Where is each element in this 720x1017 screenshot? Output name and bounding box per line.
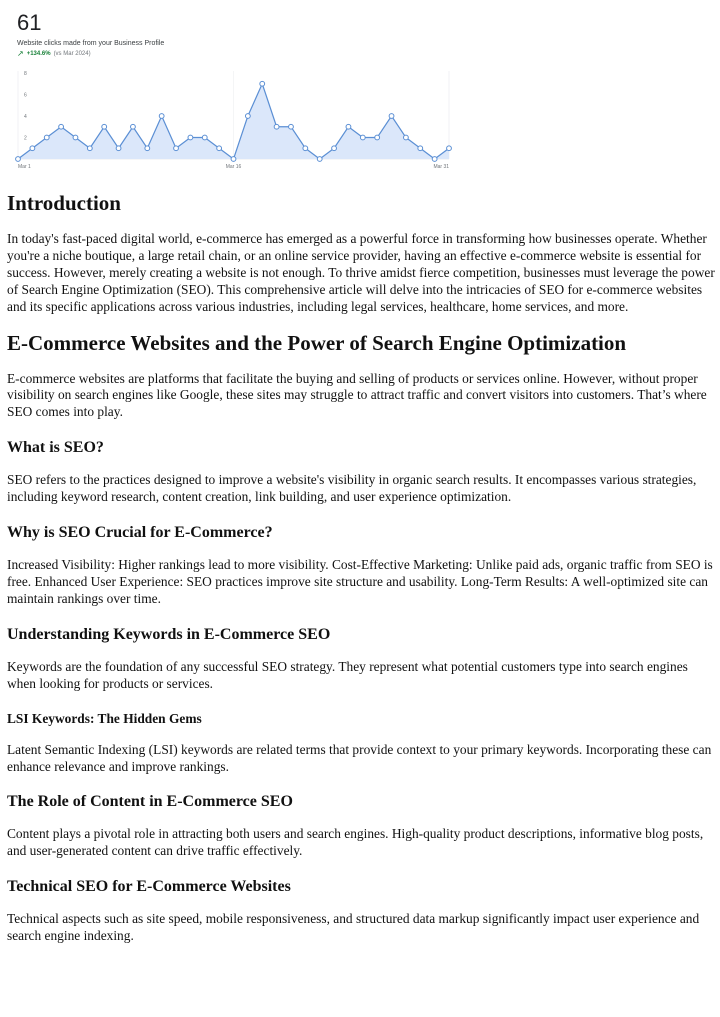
data-point	[332, 146, 337, 151]
data-point	[102, 124, 107, 129]
x-tick-label: Mar 31	[433, 164, 449, 170]
main-heading: E-Commerce Websites and the Power of Search Engine Optimization	[7, 330, 627, 355]
data-point	[231, 157, 236, 162]
content-role-heading: The Role of Content in E-Commerce SEO	[7, 793, 293, 811]
data-point	[30, 146, 35, 151]
data-point	[274, 124, 279, 129]
website-clicks-card	[0, 0, 460, 180]
data-point	[16, 157, 21, 162]
y-tick-label: 6	[24, 92, 27, 99]
y-tick-label: 2	[24, 135, 27, 142]
x-tick-label: Mar 1	[18, 164, 31, 170]
data-point	[418, 146, 423, 151]
y-tick-label: 4	[24, 114, 27, 120]
data-point	[87, 146, 92, 151]
content-role-paragraph: Content plays a pivotal role in attracting both users and search engines. High-quality product descriptions, informative blog posts, and user-generated content can drive traffic effectively.	[7, 826, 704, 859]
clicks-comparison-period: (vs Mar 2024)	[53, 51, 91, 57]
data-point	[317, 157, 322, 162]
data-point	[202, 135, 207, 140]
x-tick-label: Mar 16	[225, 164, 242, 170]
data-point	[346, 124, 351, 129]
data-point	[404, 135, 409, 140]
data-point	[145, 146, 150, 151]
clicks-change-percent: +134.6%	[26, 51, 51, 57]
what-is-seo-heading: What is SEO?	[7, 439, 104, 457]
technical-seo-paragraph: Technical aspects such as site speed, mobile responsiveness, and structured data markup significantly impact user experience and search engine indexing.	[7, 911, 700, 944]
main-paragraph: E-commerce websites are platforms that facilitate the buying and selling of products or services online. However, without proper visibility on search engines like Google, these sites may struggle to attract traffic and convert visitors into customers. That’s where SEO comes into play.	[7, 370, 707, 420]
clicks-metric-label: Website clicks made from your Business Profile	[17, 40, 165, 47]
why-seo-heading: Why is SEO Crucial for E-Commerce?	[7, 524, 273, 542]
lsi-keywords-paragraph: Latent Semantic Indexing (LSI) keywords are related terms that provide context to your primary keywords. Incorporating these can enhance relevance and improve rankings.	[7, 741, 712, 774]
technical-seo-heading: Technical SEO for E-Commerce Websites	[7, 878, 291, 896]
what-is-seo-paragraph: SEO refers to the practices designed to improve a website's visibility in organic search results. It encompasses various strategies, including keyword research, content creation, link building, and user experience optimization.	[7, 472, 697, 505]
y-tick-label: 8	[24, 71, 27, 77]
keywords-paragraph: Keywords are the foundation of any successful SEO strategy. They represent what potential customers type into search engines when looking for products or services.	[7, 658, 688, 691]
data-point	[432, 157, 437, 162]
keywords-heading: Understanding Keywords in E-Commerce SEO	[7, 625, 331, 643]
data-point	[260, 81, 265, 86]
data-point	[289, 124, 294, 129]
why-seo-paragraph: Increased Visibility: Higher rankings lead to more visibility. Cost-Effective Marketing: Unlike paid ads, organic traffic from SEO is free. Enhanced User Experience: SEO practices improve site structure and usability. Long-Term Results: A well-optimized site can maintain rankings over time.	[7, 557, 713, 606]
trending-up-icon: ↗	[17, 49, 24, 58]
clicks-line-chart	[0, 0, 460, 180]
data-point	[73, 135, 78, 140]
clicks-total: 61	[17, 10, 42, 35]
data-point	[360, 135, 365, 140]
data-point	[447, 146, 452, 151]
article	[7, 190, 715, 945]
data-point	[303, 146, 308, 151]
data-point	[44, 135, 49, 140]
intro-heading: Introduction	[7, 191, 121, 215]
lsi-keywords-heading: LSI Keywords: The Hidden Gems	[7, 710, 202, 726]
intro-paragraph: In today's fast-paced digital world, e-commerce has emerged as a powerful force in transforming how businesses operate. Whether you're a niche boutique, a large retail chain, or an online service provider, having an effective e-commerce website is essential for success. However, merely creating a website is not enough. To thrive amidst fierce competition, businesses must leverage the power of Search Engine Optimization (SEO). This comprehensive article will delve into the intricacies of SEO for e-commerce websites and its specific applications across various industries, including legal services, healthcare, home services, and more.	[7, 231, 715, 314]
data-point	[159, 114, 164, 119]
data-point	[389, 114, 394, 119]
data-point	[217, 146, 222, 151]
data-point	[188, 135, 193, 140]
data-point	[174, 146, 179, 151]
data-point	[131, 124, 136, 129]
data-point	[245, 114, 250, 119]
data-point	[59, 124, 64, 129]
data-point	[116, 146, 121, 151]
data-point	[375, 135, 380, 140]
